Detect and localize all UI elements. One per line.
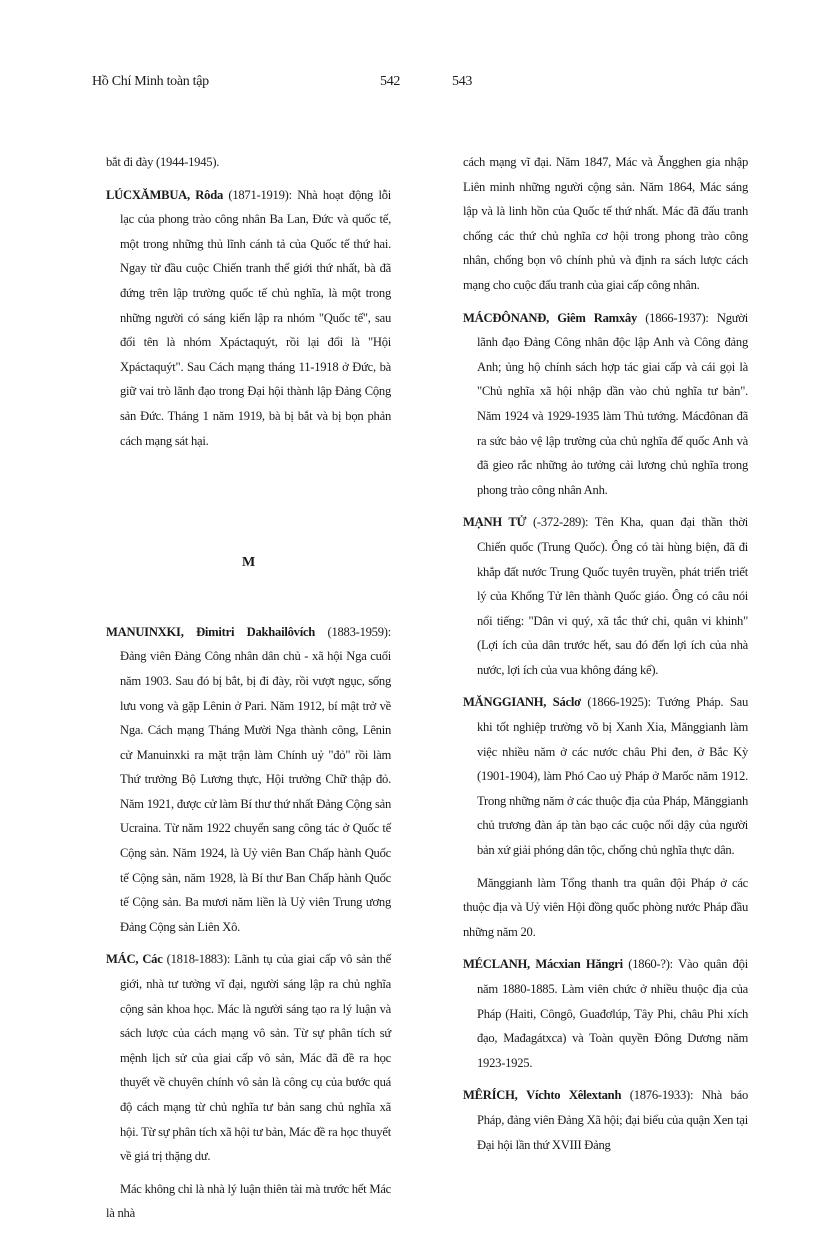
entry-heading: MANUINXKI, xyxy=(106,624,184,639)
entry-text: (1883-1959): Đảng viên Đảng Công nhân dân chủ - xã hội Nga cuối năm 1903. Sau đó bị bắt, bị đi đày, rồi vượt ngục, sống lưu vong và gặp Lênin ở Pari. Năm 1912, bí mật trở về Nga. Cách mạng Tháng Mười Nga thành công, Lênin cử Manuinxki ra mặt trận làm Chính uỷ "đỏ" rồi làm Thứ trưởng Bộ Lương thực, Hội trưởng Chữ thập đỏ. Năm 1921, được cử làm Bí thư thứ nhất Đảng Cộng sản Ucraina. Từ năm 1922 chuyển sang công tác ở Quốc tế Cộng sản. Năm 1924, là Uỷ viên Ban Chấp hành Quốc tế Cộng sản, năm 1928, là Bí thư Ban Chấp hành Quốc tế Cộng sản. Ba mươi năm liền là Uỷ viên Trung ương Đảng Cộng sản Liên Xô. xyxy=(120,624,391,934)
section-letter: M xyxy=(242,555,255,571)
continued-text: bắt đi đày (1944-1945). xyxy=(106,155,220,169)
entry-heading: MÊRÍCH, xyxy=(463,1088,518,1103)
running-header-title: Hồ Chí Minh toàn tập xyxy=(92,74,209,89)
entry-given-name: Rôda xyxy=(195,187,223,202)
entry-luxambua xyxy=(106,183,391,454)
entry-given-name: Các xyxy=(142,952,163,967)
right-column xyxy=(463,150,748,1165)
entry-given-name: Sáclơ xyxy=(552,695,581,710)
entry-given-name: Giêm Ramxây xyxy=(557,310,638,325)
entry-text: (1860-?): Vào quân đội năm 1880-1885. Làm viên chức ở nhiều thuộc địa của Pháp (Haiti, Côngô, Guađơlúp, Tây Phi, châu Phi xích đạo, Mađagátxca) và Toàn quyền Đông Dương năm 1923-1925. xyxy=(477,957,748,1070)
entry-paragraph: Mác không chỉ là nhà lý luận thiên tài mà trước hết Mác là nhà xyxy=(106,1181,391,1221)
entry-heading: MÉCLANH, xyxy=(463,957,530,972)
entry-text: (1866-1937): Người lãnh đạo Đảng Công nhân độc lập Anh và Công đảng Anh; ủng hộ chính sách hợp tác giai cấp và cái gọi là "Chủ nghĩa xã hội nhập dần vào chủ nghĩa tư bản". Năm 1924 và 1929-1935 làm Thủ tướng. Mácđônan đã ra sức bảo vệ lập trường của chủ nghĩa đế quốc Anh và đã gieo rắc những ảo tưởng cải lương chủ nghĩa trong phong trào công nhân Anh. xyxy=(477,310,748,497)
entry-heading: MÁCĐÔNANĐ, xyxy=(463,310,549,325)
entry-text: (1871-1919): Nhà hoạt động lỗi lạc của phong trào công nhân Ba Lan, Đức và quốc tế, một trong những thủ lĩnh cánh tả của Quốc tế thứ hai. Ngay từ đầu cuộc Chiến tranh thế giới thứ nhất, bà đã đứng trên lập trường quốc tế chủ nghĩa, là một trong những người có sáng kiến lập ra nhóm "Quốc tế", sau đổi tên là nhóm Xpáctaquýt, rồi lại đổi là "Hội Xpáctaquýt". Sau Cách mạng tháng 11-1918 ở Đức, bà giữ vai trò lãnh đạo trong Đại hội thành lập Đảng Cộng sản Đức. Tháng 1 năm 1919, bà bị bắt và bị bọn phản cách mạng sát hại. xyxy=(120,187,392,448)
entry-meclanh xyxy=(463,952,748,1075)
entry-heading: MẠNH TỬ xyxy=(463,515,527,530)
continued-text: cách mạng vĩ đại. Năm 1847, Mác và Ăngghen gia nhập Liên minh những người cộng sản. Năm 1864, Mác sáng lập và là linh hồn của Quốc tế thứ nhất. Mác đã đấu tranh chống các thứ chủ nghĩa cơ hội trong phong trào công nhân, chống bọn vô chính phủ và định ra sách lược cách mạng cho cuộc đấu tranh của giai cấp công nhân. xyxy=(463,155,748,292)
entry-manggianh xyxy=(463,690,748,862)
entry-paragraph: Mănggianh làm Tổng thanh tra quân đội Pháp ở các thuộc địa và Uỷ viên Hội đồng quốc phòng nước Pháp đầu những năm 20. xyxy=(463,875,748,939)
page-number-left: 542 xyxy=(380,74,401,89)
entry-given-name: Mácxian Hăngri xyxy=(535,957,623,972)
entry-heading: MĂNGGIANH, xyxy=(463,695,547,710)
entry-given-name: Đimitri Dakhailôvích xyxy=(196,624,316,639)
entry-manuinxki xyxy=(106,620,391,940)
entry-heading: MÁC, xyxy=(106,952,139,967)
entry-merich xyxy=(463,1083,748,1157)
entry-manh-tu xyxy=(463,510,748,682)
entry-text: (1876-1933): Nhà báo Pháp, đảng viên Đảng Xã hội; đại biểu của quận Xen tại Đại hội lần thứ XVIII Đảng xyxy=(477,1088,748,1152)
left-column xyxy=(106,150,391,1234)
entry-macdonald xyxy=(463,306,748,503)
entry-text: (1818-1883): Lãnh tụ của giai cấp vô sản thế giới, nhà tư tưởng vĩ đại, người sáng lập ra chủ nghĩa cộng sản khoa học. Mác là người sáng tạo ra lý luận và sách lược của cách mạng vô sản. Từ sự phân tích sứ mệnh lịch sử của giai cấp vô sản, Mác đã đề ra học thuyết về chuyên chính vô sản là công cụ của bước quá độ cách mạng từ chủ nghĩa tư bản sang chủ nghĩa xã hội. Từ sự phân tích xã hội tư bản, Mác đề ra học thuyết về giá trị thặng dư. xyxy=(120,952,391,1164)
page-number-right: 543 xyxy=(452,74,473,89)
entry-heading: LÚCXĂMBUA, xyxy=(106,187,190,202)
entry-given-name: Víchto Xêlextanh xyxy=(526,1088,622,1103)
entry-text: (-372-289): Tên Kha, quan đại thần thời Chiến quốc (Trung Quốc). Ông có tài hùng biện, đã đi khắp đất nước Trung Quốc tuyên truyền, phát triển triết lý của Khổng Tử lên thành Quốc giáo. Ông có câu nói nổi tiếng: "Dân vi quý, xã tắc thứ chi, quân vi khinh" (Lợi ích của dân trước hết, sau đó đến lợi ích của nhà nước, lợi ích của vua không đáng kể). xyxy=(477,515,748,677)
entry-text: (1866-1925): Tướng Pháp. Sau khi tốt nghiệp trường võ bị Xanh Xia, Mănggianh làm việc nhiều năm ở các nước châu Phi đen, ở Bắc Kỳ (1901-1904), làm Phó Cao uỷ Pháp ở Marốc năm 1912. Trong những năm ở các thuộc địa của Pháp, Mănggianh chủ trương đàn áp tàn bạo các cuộc nổi dậy của người bản xứ giải phóng dân tộc, chống chủ nghĩa thực dân. xyxy=(477,695,749,858)
entry-mac xyxy=(106,947,391,1168)
